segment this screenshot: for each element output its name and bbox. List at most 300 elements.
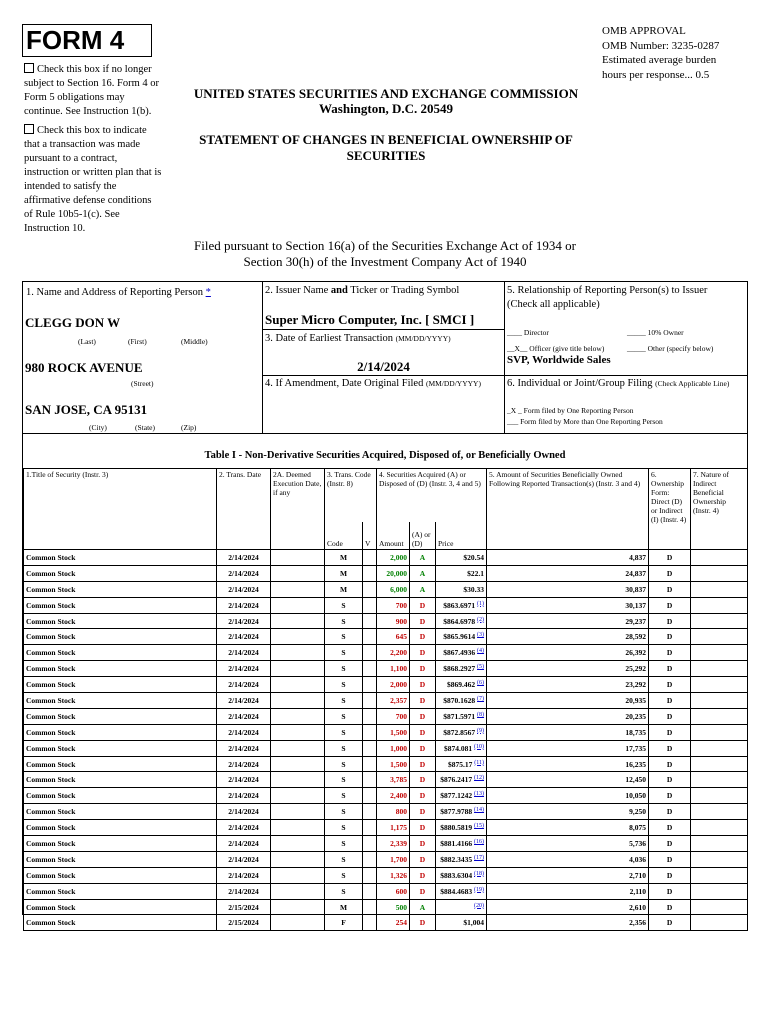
trans-code: S bbox=[325, 708, 363, 724]
trans-code: S bbox=[325, 867, 363, 883]
ownership-form: D bbox=[649, 565, 691, 581]
section16-checkbox[interactable] bbox=[24, 63, 34, 73]
price-cell bbox=[436, 645, 487, 661]
a-or-d: A bbox=[410, 899, 436, 915]
footnote-link[interactable]: (16) bbox=[474, 838, 485, 845]
ownership-form: D bbox=[649, 693, 691, 709]
trans-code: S bbox=[325, 629, 363, 645]
footnote-link[interactable]: (8) bbox=[477, 711, 485, 718]
price: $874.081 bbox=[444, 743, 473, 753]
price: $20.54 bbox=[463, 552, 485, 562]
trans-date: 2/15/2024 bbox=[217, 915, 271, 931]
indirect-nature bbox=[691, 788, 748, 804]
indirect-nature bbox=[691, 883, 748, 899]
table-row bbox=[24, 867, 748, 883]
price-cell bbox=[436, 915, 487, 931]
footnote-link[interactable]: (15) bbox=[474, 823, 485, 830]
amount: 1,326 bbox=[377, 867, 410, 883]
indirect-nature bbox=[691, 597, 748, 613]
trans-code: S bbox=[325, 883, 363, 899]
footnote-link[interactable]: (14) bbox=[474, 807, 485, 814]
ownership-form: D bbox=[649, 851, 691, 867]
table-row bbox=[24, 883, 748, 899]
trans-code: S bbox=[325, 661, 363, 677]
trans-date: 2/14/2024 bbox=[217, 851, 271, 867]
security-title: Common Stock bbox=[24, 677, 217, 693]
table-row bbox=[24, 581, 748, 597]
a-or-d: A bbox=[410, 550, 436, 566]
check-text: subject to Section 16. Form 4 or bbox=[24, 78, 160, 89]
issuer-box bbox=[262, 281, 505, 330]
amount-owned: 12,450 bbox=[487, 772, 649, 788]
amount-owned: 30,137 bbox=[487, 597, 649, 613]
a-or-d: D bbox=[410, 772, 436, 788]
trans-date: 2/14/2024 bbox=[217, 550, 271, 566]
price-cell bbox=[436, 724, 487, 740]
code-v bbox=[363, 756, 377, 772]
ten-percent-owner-option[interactable]: _____ 10% Owner bbox=[627, 328, 684, 337]
code-v bbox=[363, 550, 377, 566]
amount-owned: 28,592 bbox=[487, 629, 649, 645]
a-or-d: A bbox=[410, 565, 436, 581]
amount: 2,400 bbox=[377, 788, 410, 804]
deemed-date bbox=[271, 613, 325, 629]
ownership-form: D bbox=[649, 915, 691, 931]
table-row bbox=[24, 613, 748, 629]
security-title: Common Stock bbox=[24, 693, 217, 709]
code-v bbox=[363, 899, 377, 915]
a-or-d: D bbox=[410, 788, 436, 804]
price: $22.1 bbox=[467, 568, 485, 578]
director-option[interactable]: ____ Director bbox=[507, 328, 549, 337]
code-v bbox=[363, 613, 377, 629]
security-title: Common Stock bbox=[24, 867, 217, 883]
sub-v: V bbox=[363, 522, 377, 550]
trans-code: S bbox=[325, 613, 363, 629]
reporting-person-name: CLEGG DON W bbox=[25, 315, 121, 330]
price-cell bbox=[436, 581, 487, 597]
trans-code: S bbox=[325, 804, 363, 820]
indirect-nature bbox=[691, 677, 748, 693]
table-1 bbox=[22, 433, 748, 928]
check-text: instruction or written plan that is bbox=[24, 167, 162, 178]
security-title: Common Stock bbox=[24, 804, 217, 820]
trans-code: S bbox=[325, 724, 363, 740]
col-deemed-date: 2A. Deemed Execution Date, if any bbox=[271, 469, 325, 550]
a-or-d: D bbox=[410, 724, 436, 740]
check-text: that a transaction was made bbox=[24, 139, 141, 150]
security-title: Common Stock bbox=[24, 581, 217, 597]
box3-format: (MM/DD/YYYY) bbox=[395, 334, 451, 343]
amount: 600 bbox=[377, 883, 410, 899]
amount: 1,500 bbox=[377, 724, 410, 740]
commission-city: Washington, D.C. 20549 bbox=[319, 101, 453, 116]
col-securities-acquired: 4. Securities Acquired (A) or Disposed of (D) (Instr. 3, 4 and 5) bbox=[377, 469, 487, 522]
security-title: Common Stock bbox=[24, 820, 217, 836]
trans-date: 2/14/2024 bbox=[217, 565, 271, 581]
sub-a-or-d: (A) or (D) bbox=[410, 522, 436, 550]
price-cell bbox=[436, 867, 487, 883]
footnote-link[interactable]: (20) bbox=[474, 902, 485, 909]
a-or-d: D bbox=[410, 883, 436, 899]
footnote-star[interactable]: * bbox=[205, 287, 211, 298]
amount-owned: 4,837 bbox=[487, 550, 649, 566]
table-row bbox=[24, 550, 748, 566]
omb-approval bbox=[602, 24, 719, 82]
box2-label-and: and bbox=[330, 285, 348, 296]
code-v bbox=[363, 565, 377, 581]
amendment-box bbox=[262, 375, 505, 434]
amount: 1,100 bbox=[377, 661, 410, 677]
amount: 20,000 bbox=[377, 565, 410, 581]
a-or-d: A bbox=[410, 581, 436, 597]
ownership-form: D bbox=[649, 756, 691, 772]
multiple-persons-option[interactable]: ___ Form filed by More than One Reporting Person bbox=[507, 417, 663, 426]
trans-date: 2/14/2024 bbox=[217, 883, 271, 899]
price: $882.3435 bbox=[440, 854, 473, 864]
price: $867.4936 bbox=[443, 648, 476, 658]
indirect-nature bbox=[691, 724, 748, 740]
security-title: Common Stock bbox=[24, 756, 217, 772]
ownership-form: D bbox=[649, 899, 691, 915]
footnote-link[interactable]: (10) bbox=[474, 743, 485, 750]
deemed-date bbox=[271, 867, 325, 883]
amount: 700 bbox=[377, 597, 410, 613]
trans-date: 2/14/2024 bbox=[217, 804, 271, 820]
security-title: Common Stock bbox=[24, 645, 217, 661]
price: $871.5971 bbox=[443, 711, 476, 721]
omb-line: OMB APPROVAL bbox=[602, 25, 686, 37]
earliest-transaction-date: 2/14/2024 bbox=[357, 359, 410, 374]
footnote-link[interactable]: (6) bbox=[477, 680, 485, 687]
deemed-date bbox=[271, 851, 325, 867]
price: $877.1242 bbox=[440, 791, 473, 801]
price-cell bbox=[436, 677, 487, 693]
trans-code: S bbox=[325, 756, 363, 772]
a-or-d: D bbox=[410, 740, 436, 756]
box2-label: 2. Issuer Name bbox=[265, 285, 331, 296]
price-cell bbox=[436, 613, 487, 629]
footnote-link[interactable]: (13) bbox=[474, 791, 485, 798]
table-1-body bbox=[24, 550, 748, 931]
footnote-link[interactable]: (12) bbox=[474, 775, 485, 782]
code-v bbox=[363, 693, 377, 709]
amount-owned: 17,735 bbox=[487, 740, 649, 756]
check-text: Instruction 10. bbox=[24, 223, 86, 234]
trans-code: S bbox=[325, 836, 363, 852]
price: $869.462 bbox=[447, 680, 476, 690]
trans-date: 2/14/2024 bbox=[217, 581, 271, 597]
table-row bbox=[24, 724, 748, 740]
indirect-nature bbox=[691, 740, 748, 756]
table-row bbox=[24, 915, 748, 931]
price: $30.33 bbox=[463, 584, 485, 594]
ownership-form: D bbox=[649, 613, 691, 629]
indirect-nature bbox=[691, 550, 748, 566]
deemed-date bbox=[271, 756, 325, 772]
amount-owned: 24,837 bbox=[487, 565, 649, 581]
a-or-d: D bbox=[410, 613, 436, 629]
indirect-nature bbox=[691, 899, 748, 915]
amount: 700 bbox=[377, 708, 410, 724]
indirect-nature bbox=[691, 820, 748, 836]
box5-label: 5. Relationship of Reporting Person(s) to Issuer bbox=[507, 285, 708, 296]
trans-date: 2/14/2024 bbox=[217, 613, 271, 629]
footnote-link[interactable]: (2) bbox=[477, 616, 485, 623]
price-cell bbox=[436, 788, 487, 804]
col-ownership-form: 6. Ownership Form: Direct (D) or Indirect (I) (Instr. 4) bbox=[649, 469, 691, 550]
footnote-link[interactable]: (11) bbox=[474, 759, 485, 766]
street-label: (Street) bbox=[131, 379, 154, 388]
omb-line: Estimated average burden bbox=[602, 54, 717, 66]
check-text: intended to satisfy the bbox=[24, 181, 117, 192]
code-v bbox=[363, 772, 377, 788]
code-v bbox=[363, 708, 377, 724]
deemed-date bbox=[271, 836, 325, 852]
indirect-nature bbox=[691, 708, 748, 724]
table-row bbox=[24, 565, 748, 581]
omb-line: hours per response... 0.5 bbox=[602, 68, 710, 81]
section16-check bbox=[24, 63, 172, 119]
deemed-date bbox=[271, 724, 325, 740]
city-label: (City) bbox=[89, 423, 107, 432]
issuer-name: Super Micro Computer, Inc. [ SMCI ] bbox=[265, 312, 475, 327]
deemed-date bbox=[271, 597, 325, 613]
indirect-nature bbox=[691, 581, 748, 597]
officer-title: SVP, Worldwide Sales bbox=[507, 354, 611, 366]
security-title: Common Stock bbox=[24, 836, 217, 852]
footnote-link[interactable]: (19) bbox=[474, 886, 485, 893]
footnote-link[interactable]: (4) bbox=[477, 648, 485, 655]
indirect-nature bbox=[691, 867, 748, 883]
relationship-box bbox=[504, 281, 748, 376]
trans-code: S bbox=[325, 820, 363, 836]
a-or-d: D bbox=[410, 677, 436, 693]
price-cell bbox=[436, 708, 487, 724]
trans-date: 2/14/2024 bbox=[217, 788, 271, 804]
trans-date: 2/15/2024 bbox=[217, 899, 271, 915]
one-person-option[interactable]: _X _ Form filed by One Reporting Person bbox=[507, 406, 634, 415]
price-cell bbox=[436, 693, 487, 709]
price-cell bbox=[436, 550, 487, 566]
deemed-date bbox=[271, 772, 325, 788]
ownership-form: D bbox=[649, 661, 691, 677]
indirect-nature bbox=[691, 629, 748, 645]
indirect-nature bbox=[691, 565, 748, 581]
amount: 1,175 bbox=[377, 820, 410, 836]
a-or-d: D bbox=[410, 804, 436, 820]
amount: 900 bbox=[377, 613, 410, 629]
security-title: Common Stock bbox=[24, 724, 217, 740]
col-trans-code: 3. Trans. Code (Instr. 8) bbox=[325, 469, 377, 522]
table-row bbox=[24, 772, 748, 788]
table-row bbox=[24, 899, 748, 915]
code-v bbox=[363, 597, 377, 613]
filed-line: Section 30(h) of the Investment Company Act of 1940 bbox=[243, 254, 527, 269]
indirect-nature bbox=[691, 804, 748, 820]
deemed-date bbox=[271, 677, 325, 693]
price-cell bbox=[436, 820, 487, 836]
code-v bbox=[363, 804, 377, 820]
amount-owned: 30,837 bbox=[487, 581, 649, 597]
reporting-person-box bbox=[22, 281, 263, 434]
footnote-link[interactable]: (3) bbox=[477, 632, 485, 639]
amount: 2,000 bbox=[377, 550, 410, 566]
security-title: Common Stock bbox=[24, 613, 217, 629]
filed-line: Filed pursuant to Section 16(a) of the Securities Exchange Act of 1934 or bbox=[194, 238, 576, 253]
footnote-link[interactable]: (17) bbox=[474, 854, 485, 861]
a-or-d: D bbox=[410, 915, 436, 931]
security-title: Common Stock bbox=[24, 597, 217, 613]
trans-date: 2/14/2024 bbox=[217, 629, 271, 645]
amount: 2,339 bbox=[377, 836, 410, 852]
code-v bbox=[363, 661, 377, 677]
a-or-d: D bbox=[410, 597, 436, 613]
security-title: Common Stock bbox=[24, 899, 217, 915]
a-or-d: D bbox=[410, 693, 436, 709]
code-v bbox=[363, 677, 377, 693]
security-title: Common Stock bbox=[24, 740, 217, 756]
code-v bbox=[363, 836, 377, 852]
trans-date: 2/14/2024 bbox=[217, 708, 271, 724]
amount: 645 bbox=[377, 629, 410, 645]
rule10b5-checkbox[interactable] bbox=[24, 124, 34, 134]
amount-owned: 5,736 bbox=[487, 836, 649, 852]
price: $1,004 bbox=[463, 918, 485, 928]
check-text: continue. See Instruction 1(b). bbox=[24, 106, 152, 117]
a-or-d: D bbox=[410, 867, 436, 883]
a-or-d: D bbox=[410, 708, 436, 724]
amount-owned: 29,237 bbox=[487, 613, 649, 629]
footnote-link[interactable]: (1) bbox=[477, 600, 485, 607]
code-v bbox=[363, 645, 377, 661]
ownership-form: D bbox=[649, 629, 691, 645]
ownership-form: D bbox=[649, 788, 691, 804]
trans-date: 2/14/2024 bbox=[217, 677, 271, 693]
amount: 6,000 bbox=[377, 581, 410, 597]
box2-label-post: Ticker or Trading Symbol bbox=[347, 285, 460, 296]
indirect-nature bbox=[691, 851, 748, 867]
deemed-date bbox=[271, 565, 325, 581]
amount-owned: 10,050 bbox=[487, 788, 649, 804]
box5-label-2: (Check all applicable) bbox=[507, 299, 600, 310]
indirect-nature bbox=[691, 613, 748, 629]
code-v bbox=[363, 788, 377, 804]
ownership-form: D bbox=[649, 772, 691, 788]
price-cell bbox=[436, 740, 487, 756]
first-label: (First) bbox=[128, 337, 147, 346]
price: $868.2927 bbox=[443, 664, 476, 674]
box6-label: 6. Individual or Joint/Group Filing bbox=[507, 378, 653, 389]
trans-date: 2/14/2024 bbox=[217, 661, 271, 677]
deemed-date bbox=[271, 899, 325, 915]
deemed-date bbox=[271, 804, 325, 820]
ownership-form: D bbox=[649, 804, 691, 820]
ownership-form: D bbox=[649, 820, 691, 836]
price-cell bbox=[436, 661, 487, 677]
code-v bbox=[363, 629, 377, 645]
code-v bbox=[363, 740, 377, 756]
footnote-link[interactable]: (9) bbox=[477, 727, 485, 734]
trans-code: S bbox=[325, 788, 363, 804]
price: $875.17 bbox=[448, 759, 473, 769]
amount-owned: 25,292 bbox=[487, 661, 649, 677]
amount-owned: 4,036 bbox=[487, 851, 649, 867]
col-security-title: 1.Title of Security (Instr. 3) bbox=[24, 469, 217, 550]
amount: 1,700 bbox=[377, 851, 410, 867]
indirect-nature bbox=[691, 645, 748, 661]
sub-code: Code bbox=[325, 522, 363, 550]
trans-date: 2/14/2024 bbox=[217, 867, 271, 883]
amount: 3,785 bbox=[377, 772, 410, 788]
deemed-date bbox=[271, 550, 325, 566]
officer-option[interactable]: __X__ Officer (give title below) bbox=[507, 344, 605, 353]
trans-date: 2/14/2024 bbox=[217, 772, 271, 788]
code-v bbox=[363, 915, 377, 931]
price: $881.4166 bbox=[440, 838, 473, 848]
amount-owned: 2,610 bbox=[487, 899, 649, 915]
deemed-date bbox=[271, 581, 325, 597]
price: $884.4683 bbox=[440, 886, 473, 896]
check-text: of Rule 10b5-1(c). See bbox=[24, 209, 120, 220]
table-row bbox=[24, 851, 748, 867]
footnote-link[interactable]: (7) bbox=[477, 695, 485, 702]
ownership-form: D bbox=[649, 740, 691, 756]
statement-title-2: SECURITIES bbox=[346, 148, 426, 163]
trans-code: M bbox=[325, 550, 363, 566]
state-label: (State) bbox=[135, 423, 155, 432]
indirect-nature bbox=[691, 661, 748, 677]
security-title: Common Stock bbox=[24, 550, 217, 566]
trans-date: 2/14/2024 bbox=[217, 597, 271, 613]
amount: 254 bbox=[377, 915, 410, 931]
price: $872.8567 bbox=[443, 727, 476, 737]
col-trans-date: 2. Trans. Date bbox=[217, 469, 271, 550]
deemed-date bbox=[271, 740, 325, 756]
security-title: Common Stock bbox=[24, 708, 217, 724]
trans-code: F bbox=[325, 915, 363, 931]
security-title: Common Stock bbox=[24, 883, 217, 899]
price-cell bbox=[436, 851, 487, 867]
other-option[interactable]: _____ Other (specify below) bbox=[627, 344, 714, 353]
deemed-date bbox=[271, 708, 325, 724]
price: $876.2417 bbox=[440, 775, 473, 785]
ownership-form: D bbox=[649, 724, 691, 740]
check-text: Check this box if no longer bbox=[37, 64, 152, 75]
amount-owned: 2,110 bbox=[487, 883, 649, 899]
trans-date: 2/14/2024 bbox=[217, 756, 271, 772]
amount-owned: 9,250 bbox=[487, 804, 649, 820]
table-row bbox=[24, 645, 748, 661]
trans-date: 2/14/2024 bbox=[217, 693, 271, 709]
table-row bbox=[24, 756, 748, 772]
form-title: FORM 4 bbox=[22, 24, 152, 57]
indirect-nature bbox=[691, 756, 748, 772]
rule10b5-check bbox=[24, 124, 172, 236]
earliest-transaction-box bbox=[262, 329, 505, 376]
filing-type-box bbox=[504, 375, 748, 434]
code-v bbox=[363, 820, 377, 836]
security-title: Common Stock bbox=[24, 915, 217, 931]
price-cell bbox=[436, 899, 487, 915]
footnote-link[interactable]: (18) bbox=[474, 870, 485, 877]
security-title: Common Stock bbox=[24, 629, 217, 645]
check-text: Check this box to indicate bbox=[37, 125, 147, 136]
footnote-link[interactable]: (5) bbox=[477, 664, 485, 671]
a-or-d: D bbox=[410, 836, 436, 852]
deemed-date bbox=[271, 915, 325, 931]
table-row bbox=[24, 677, 748, 693]
